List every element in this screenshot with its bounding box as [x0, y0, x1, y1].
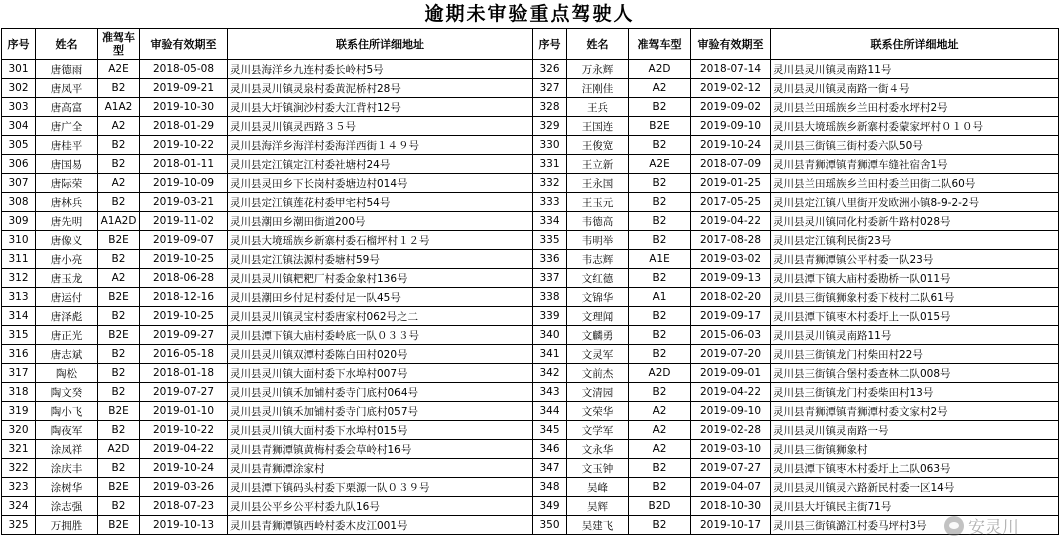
cell-name: 唐运付 [36, 288, 98, 307]
watermark [944, 513, 1019, 538]
cell-seq: 339 [533, 307, 567, 326]
cell-expiry-date: 2019-10-25 [140, 307, 228, 326]
cell-name: 王玉元 [567, 193, 629, 212]
cell-seq: 350 [533, 516, 567, 535]
cell-expiry-date: 2019-10-25 [140, 250, 228, 269]
cell-name: 唐广全 [36, 117, 98, 136]
table-row [2, 459, 1059, 478]
cell-name: 韦德高 [567, 212, 629, 231]
cell-address: 灵川县青狮潭镇公平村委一队23号 [771, 250, 1059, 269]
cell-address: 灵川县青狮潭镇青狮潭车缝社宿舍1号 [771, 155, 1059, 174]
cell-expiry-date: 2019-11-02 [140, 212, 228, 231]
cell-seq: 308 [2, 193, 36, 212]
cell-expiry-date: 2019-10-24 [691, 136, 771, 155]
cell-seq: 313 [2, 288, 36, 307]
cell-address: 灵川县大圩镇民主街71号 [771, 497, 1059, 516]
cell-seq: 332 [533, 174, 567, 193]
cell-name: 韦志辉 [567, 250, 629, 269]
cell-name: 王立新 [567, 155, 629, 174]
cell-vehicle-type: B2 [98, 193, 140, 212]
cell-address: 灵川县灵川镇灵南路11号 [771, 60, 1059, 79]
cell-name: 吴建飞 [567, 516, 629, 535]
header-address: 联系住所详细地址 [228, 29, 533, 60]
cell-expiry-date: 2018-10-30 [691, 497, 771, 516]
watermark-text: 安灵川 [968, 518, 1019, 538]
cell-seq: 322 [2, 459, 36, 478]
cell-address: 灵川县灵川镇灵宝村委唐家村062号之二 [228, 307, 533, 326]
cell-seq: 306 [2, 155, 36, 174]
cell-expiry-date: 2019-07-20 [691, 345, 771, 364]
cell-vehicle-type: A1 [629, 288, 691, 307]
table-row [2, 136, 1059, 155]
cell-address: 灵川县灵川镇双潭村委陈白田村020号 [228, 345, 533, 364]
cell-name: 唐志斌 [36, 345, 98, 364]
cell-seq: 340 [533, 326, 567, 345]
cell-address: 灵川县潮田乡潮田街道200号 [228, 212, 533, 231]
cell-expiry-date: 2019-10-24 [140, 459, 228, 478]
table-row [2, 516, 1059, 535]
cell-address: 灵川县定江镇利民街23号 [771, 231, 1059, 250]
cell-vehicle-type: B2 [98, 364, 140, 383]
cell-vehicle-type: B2 [98, 497, 140, 516]
table-title: 逾期未审验重点驾驶人 [424, 3, 635, 25]
cell-name: 唐凤平 [36, 79, 98, 98]
cell-seq: 318 [2, 383, 36, 402]
cell-seq: 344 [533, 402, 567, 421]
cell-name: 王国连 [567, 117, 629, 136]
cell-name: 涂志强 [36, 497, 98, 516]
cell-name: 王俊宽 [567, 136, 629, 155]
cell-name: 涂凤祥 [36, 440, 98, 459]
cell-name: 文锦华 [567, 288, 629, 307]
header-name: 姓名 [36, 29, 98, 60]
cell-vehicle-type: B2 [629, 231, 691, 250]
table-row [2, 212, 1059, 231]
cell-seq: 329 [533, 117, 567, 136]
cell-expiry-date: 2017-08-28 [691, 231, 771, 250]
cell-address: 灵川县青狮潭镇西岭村委木皮江001号 [228, 516, 533, 535]
cell-vehicle-type: B2 [98, 383, 140, 402]
cell-name: 王兵 [567, 98, 629, 117]
table-row [2, 193, 1059, 212]
cell-name: 文玉钟 [567, 459, 629, 478]
cell-name: 唐桂平 [36, 136, 98, 155]
cell-seq: 345 [533, 421, 567, 440]
cell-address: 灵川县灵川镇灵南路一号 [771, 421, 1059, 440]
cell-seq: 348 [533, 478, 567, 497]
cell-vehicle-type: B2 [629, 212, 691, 231]
cell-vehicle-type: B2 [629, 345, 691, 364]
cell-seq: 315 [2, 326, 36, 345]
cell-seq: 310 [2, 231, 36, 250]
cell-name: 文麟勇 [567, 326, 629, 345]
cell-address: 灵川县潭下镇大庙村委岭底一队０３３号 [228, 326, 533, 345]
cell-address: 灵川县潮田乡付足村委付足一队45号 [228, 288, 533, 307]
table-row [2, 478, 1059, 497]
cell-seq: 301 [2, 60, 36, 79]
cell-name: 万拥胜 [36, 516, 98, 535]
cell-expiry-date: 2019-09-21 [140, 79, 228, 98]
cell-expiry-date: 2019-09-02 [691, 98, 771, 117]
table-row [2, 364, 1059, 383]
cell-address: 灵川县定江镇定江村委社塘村24号 [228, 155, 533, 174]
cell-seq: 330 [533, 136, 567, 155]
cell-expiry-date: 2019-04-07 [691, 478, 771, 497]
cell-address: 灵川县大圩镇涧沙村委大江背村12号 [228, 98, 533, 117]
table-row [2, 155, 1059, 174]
cell-vehicle-type: A2E [98, 60, 140, 79]
cell-address: 灵川县潭下镇大庙村委勘桥一队011号 [771, 269, 1059, 288]
cell-name: 文永华 [567, 440, 629, 459]
cell-vehicle-type: B2 [98, 155, 140, 174]
table-row [2, 497, 1059, 516]
cell-address: 灵川县三街镇三街村委六队50号 [771, 136, 1059, 155]
cell-expiry-date: 2019-09-07 [140, 231, 228, 250]
cell-address: 灵川县青狮潭镇黄梅村委会草岭村16号 [228, 440, 533, 459]
cell-vehicle-type: A1A2D [98, 212, 140, 231]
cell-expiry-date: 2019-09-17 [691, 307, 771, 326]
cell-vehicle-type: B2 [629, 516, 691, 535]
cell-name: 唐先明 [36, 212, 98, 231]
cell-vehicle-type: B2E [98, 402, 140, 421]
cell-vehicle-type: A2D [98, 440, 140, 459]
cell-seq: 331 [533, 155, 567, 174]
table-row [2, 402, 1059, 421]
cell-address: 灵川县灵川镇大面村委下水埠村015号 [228, 421, 533, 440]
cell-vehicle-type: B2 [98, 307, 140, 326]
cell-name: 吴辉 [567, 497, 629, 516]
cell-name: 涂树华 [36, 478, 98, 497]
cell-address: 灵川县三街镇合堡村委查林二队008号 [771, 364, 1059, 383]
table-row [2, 345, 1059, 364]
cell-vehicle-type: B2 [629, 269, 691, 288]
cell-seq: 321 [2, 440, 36, 459]
cell-expiry-date: 2019-09-27 [140, 326, 228, 345]
cell-vehicle-type: B2 [629, 383, 691, 402]
cell-name: 吴峰 [567, 478, 629, 497]
cell-address: 灵川县海洋乡九连村委长岭村5号 [228, 60, 533, 79]
table-row [2, 383, 1059, 402]
cell-name: 文红德 [567, 269, 629, 288]
cell-expiry-date: 2019-03-26 [140, 478, 228, 497]
cell-expiry-date: 2019-09-13 [691, 269, 771, 288]
cell-vehicle-type: B2 [98, 345, 140, 364]
cell-vehicle-type: A1E [629, 250, 691, 269]
cell-seq: 319 [2, 402, 36, 421]
cell-seq: 336 [533, 250, 567, 269]
cell-expiry-date: 2019-10-09 [140, 174, 228, 193]
cell-expiry-date: 2019-09-01 [691, 364, 771, 383]
cell-name: 唐泽彪 [36, 307, 98, 326]
cell-name: 唐像义 [36, 231, 98, 250]
cell-address: 灵川县灵川镇灵六路新民村委一区14号 [771, 478, 1059, 497]
cell-expiry-date: 2018-01-11 [140, 155, 228, 174]
cell-expiry-date: 2019-10-22 [140, 421, 228, 440]
cell-vehicle-type: B2 [98, 421, 140, 440]
cell-vehicle-type: A2 [629, 440, 691, 459]
table-row [2, 60, 1059, 79]
cell-address: 灵川县青狮潭镇青狮潭村委文家村2号 [771, 402, 1059, 421]
cell-vehicle-type: A2D [629, 60, 691, 79]
cell-name: 韦明举 [567, 231, 629, 250]
cell-name: 唐玉龙 [36, 269, 98, 288]
cell-expiry-date: 2019-03-21 [140, 193, 228, 212]
cell-seq: 324 [2, 497, 36, 516]
cell-vehicle-type: B2E [98, 326, 140, 345]
cell-name: 王永国 [567, 174, 629, 193]
table-row [2, 288, 1059, 307]
cell-expiry-date: 2019-03-10 [691, 440, 771, 459]
cell-seq: 349 [533, 497, 567, 516]
cell-vehicle-type: B2 [98, 136, 140, 155]
cell-seq: 323 [2, 478, 36, 497]
cell-expiry-date: 2018-07-14 [691, 60, 771, 79]
cell-expiry-date: 2016-05-18 [140, 345, 228, 364]
cell-vehicle-type: B2E [98, 478, 140, 497]
cell-expiry-date: 2019-07-27 [140, 383, 228, 402]
cell-address: 灵川县三街镇潞江村委马坪村3号 [771, 516, 1059, 535]
cell-name: 汪刚佳 [567, 79, 629, 98]
cell-address: 灵川县三街镇狮象村委下枝村二队61号 [771, 288, 1059, 307]
wechat-icon [944, 516, 964, 536]
cell-name: 文理闻 [567, 307, 629, 326]
cell-name: 唐高富 [36, 98, 98, 117]
cell-seq: 305 [2, 136, 36, 155]
table-row [2, 269, 1059, 288]
cell-address: 灵川县定江镇法源村委塘村59号 [228, 250, 533, 269]
cell-address: 灵川县青狮潭涂家村 [228, 459, 533, 478]
cell-vehicle-type: A2 [629, 79, 691, 98]
table-row [2, 307, 1059, 326]
header-expiry: 审验有效期至 [140, 29, 228, 60]
cell-vehicle-type: A1A2 [98, 98, 140, 117]
cell-expiry-date: 2018-12-16 [140, 288, 228, 307]
table-row [2, 440, 1059, 459]
cell-name: 唐正光 [36, 326, 98, 345]
cell-seq: 341 [533, 345, 567, 364]
cell-name: 文荣华 [567, 402, 629, 421]
cell-vehicle-type: B2E [98, 288, 140, 307]
cell-vehicle-type: B2 [629, 174, 691, 193]
cell-vehicle-type: B2 [629, 98, 691, 117]
cell-vehicle-type: B2 [629, 326, 691, 345]
cell-name: 唐际荣 [36, 174, 98, 193]
cell-expiry-date: 2019-04-22 [140, 440, 228, 459]
cell-name: 唐国易 [36, 155, 98, 174]
header-address-right: 联系住所详细地址 [771, 29, 1059, 60]
cell-vehicle-type: B2 [98, 250, 140, 269]
cell-address: 灵川县灵川镇灵南路一街４号 [771, 79, 1059, 98]
cell-address: 灵川县潭下镇枣木村委圩上二队063号 [771, 459, 1059, 478]
cell-vehicle-type: B2 [629, 136, 691, 155]
cell-expiry-date: 2019-09-10 [691, 402, 771, 421]
cell-address: 灵川县三街镇狮象村 [771, 440, 1059, 459]
cell-seq: 333 [533, 193, 567, 212]
cell-seq: 307 [2, 174, 36, 193]
cell-seq: 343 [533, 383, 567, 402]
cell-expiry-date: 2018-01-29 [140, 117, 228, 136]
cell-seq: 326 [533, 60, 567, 79]
cell-vehicle-type: B2 [629, 307, 691, 326]
cell-seq: 328 [533, 98, 567, 117]
cell-address: 灵川县大境瑶族乡新寨村委蒙家坪村０１０号 [771, 117, 1059, 136]
cell-name: 万永辉 [567, 60, 629, 79]
cell-vehicle-type: A2 [98, 174, 140, 193]
cell-seq: 314 [2, 307, 36, 326]
cell-seq: 347 [533, 459, 567, 478]
cell-seq: 346 [533, 440, 567, 459]
table-row [2, 421, 1059, 440]
cell-seq: 311 [2, 250, 36, 269]
cell-expiry-date: 2018-06-28 [140, 269, 228, 288]
cell-address: 灵川县兰田瑶族乡兰田村委兰田街二队60号 [771, 174, 1059, 193]
cell-vehicle-type: B2 [629, 459, 691, 478]
cell-name: 唐德雨 [36, 60, 98, 79]
table-row [2, 79, 1059, 98]
cell-seq: 325 [2, 516, 36, 535]
cell-address: 灵川县兰田瑶族乡兰田村委水坪村2号 [771, 98, 1059, 117]
cell-seq: 327 [533, 79, 567, 98]
table-row [2, 117, 1059, 136]
cell-name: 文清园 [567, 383, 629, 402]
table-row [2, 250, 1059, 269]
cell-expiry-date: 2019-10-30 [140, 98, 228, 117]
cell-address: 灵川县公平乡公平村委九队16号 [228, 497, 533, 516]
cell-name: 唐小亮 [36, 250, 98, 269]
cell-vehicle-type: B2D [629, 497, 691, 516]
cell-expiry-date: 2018-02-20 [691, 288, 771, 307]
cell-address: 灵川县灵川镇大面村委下水埠村007号 [228, 364, 533, 383]
cell-expiry-date: 2018-07-09 [691, 155, 771, 174]
cell-seq: 320 [2, 421, 36, 440]
cell-name: 陶文癸 [36, 383, 98, 402]
cell-expiry-date: 2019-03-02 [691, 250, 771, 269]
cell-expiry-date: 2019-07-27 [691, 459, 771, 478]
table-row [2, 98, 1059, 117]
cell-expiry-date: 2018-05-08 [140, 60, 228, 79]
cell-address: 灵川县大境瑶族乡新寨村委石榴坪村１２号 [228, 231, 533, 250]
cell-seq: 303 [2, 98, 36, 117]
cell-address: 灵川县三街镇龙门村柴田村22号 [771, 345, 1059, 364]
cell-seq: 302 [2, 79, 36, 98]
cell-vehicle-type: B2 [629, 478, 691, 497]
header-seq: 序号 [2, 29, 36, 60]
cell-name: 文学军 [567, 421, 629, 440]
cell-address: 灵川县灵川镇粑粑厂村委金象村136号 [228, 269, 533, 288]
cell-expiry-date: 2019-10-17 [691, 516, 771, 535]
cell-expiry-date: 2019-10-22 [140, 136, 228, 155]
cell-address: 灵川县定江镇莲花村委甲宅村54号 [228, 193, 533, 212]
cell-address: 灵川县灵川镇禾加铺村委寺门底村064号 [228, 383, 533, 402]
cell-seq: 342 [533, 364, 567, 383]
cell-expiry-date: 2019-01-25 [691, 174, 771, 193]
cell-expiry-date: 2019-10-13 [140, 516, 228, 535]
cell-expiry-date: 2019-04-22 [691, 212, 771, 231]
cell-seq: 317 [2, 364, 36, 383]
cell-seq: 312 [2, 269, 36, 288]
cell-address: 灵川县灵川镇灵泉村委黄泥桥村28号 [228, 79, 533, 98]
cell-vehicle-type: B2E [98, 231, 140, 250]
cell-vehicle-type: B2 [98, 459, 140, 478]
cell-address: 灵川县灵川镇同化村委新牛路村028号 [771, 212, 1059, 231]
header-vehicle-type: 准驾车型 [98, 29, 140, 60]
cell-expiry-date: 2018-01-18 [140, 364, 228, 383]
header-vehicle-type-right: 准驾车型 [629, 29, 691, 60]
cell-vehicle-type: A2D [629, 364, 691, 383]
table-row [2, 174, 1059, 193]
cell-vehicle-type: B2 [98, 79, 140, 98]
cell-seq: 316 [2, 345, 36, 364]
drivers-table [1, 28, 1059, 535]
table-row [2, 326, 1059, 345]
cell-address: 灵川县灵川镇灵南路11号 [771, 326, 1059, 345]
cell-address: 灵川县定江镇八里街开发欧洲小镇8-9-2-2号 [771, 193, 1059, 212]
cell-name: 陶夜军 [36, 421, 98, 440]
cell-address: 灵川县三街镇龙门村委柴田村13号 [771, 383, 1059, 402]
cell-vehicle-type: B2E [98, 516, 140, 535]
header-name-right: 姓名 [567, 29, 629, 60]
table-row [2, 231, 1059, 250]
cell-address: 灵川县灵川镇禾加铺村委寺门底村057号 [228, 402, 533, 421]
cell-vehicle-type: A2E [629, 155, 691, 174]
cell-name: 涂庆丰 [36, 459, 98, 478]
cell-vehicle-type: A2 [98, 269, 140, 288]
cell-address: 灵川县灵川镇灵西路３５号 [228, 117, 533, 136]
cell-address: 灵川县海洋乡海洋村委海洋西街１４９号 [228, 136, 533, 155]
cell-expiry-date: 2018-07-23 [140, 497, 228, 516]
header-expiry-right: 审验有效期至 [691, 29, 771, 60]
cell-name: 文前杰 [567, 364, 629, 383]
cell-seq: 335 [533, 231, 567, 250]
cell-seq: 337 [533, 269, 567, 288]
cell-name: 文灵军 [567, 345, 629, 364]
cell-vehicle-type: A2 [629, 402, 691, 421]
cell-seq: 304 [2, 117, 36, 136]
cell-expiry-date: 2017-05-25 [691, 193, 771, 212]
header-seq-right: 序号 [533, 29, 567, 60]
cell-name: 陶松 [36, 364, 98, 383]
cell-expiry-date: 2019-09-10 [691, 117, 771, 136]
cell-address: 灵川县潭下镇码头村委下栗源一队０３９号 [228, 478, 533, 497]
cell-vehicle-type: A2 [629, 421, 691, 440]
cell-vehicle-type: A2 [98, 117, 140, 136]
table-body [2, 60, 1059, 535]
cell-expiry-date: 2015-06-03 [691, 326, 771, 345]
cell-name: 陶小飞 [36, 402, 98, 421]
cell-name: 唐林兵 [36, 193, 98, 212]
cell-expiry-date: 2019-02-28 [691, 421, 771, 440]
cell-seq: 338 [533, 288, 567, 307]
cell-vehicle-type: B2E [629, 117, 691, 136]
cell-expiry-date: 2019-02-12 [691, 79, 771, 98]
cell-vehicle-type: B2 [629, 193, 691, 212]
header-row [2, 29, 1059, 60]
cell-seq: 334 [533, 212, 567, 231]
cell-expiry-date: 2019-01-10 [140, 402, 228, 421]
cell-address: 灵川县潭下镇枣木村委圩上一队015号 [771, 307, 1059, 326]
cell-address: 灵川县灵田乡下长岗村委塘边村014号 [228, 174, 533, 193]
cell-expiry-date: 2019-04-22 [691, 383, 771, 402]
cell-seq: 309 [2, 212, 36, 231]
